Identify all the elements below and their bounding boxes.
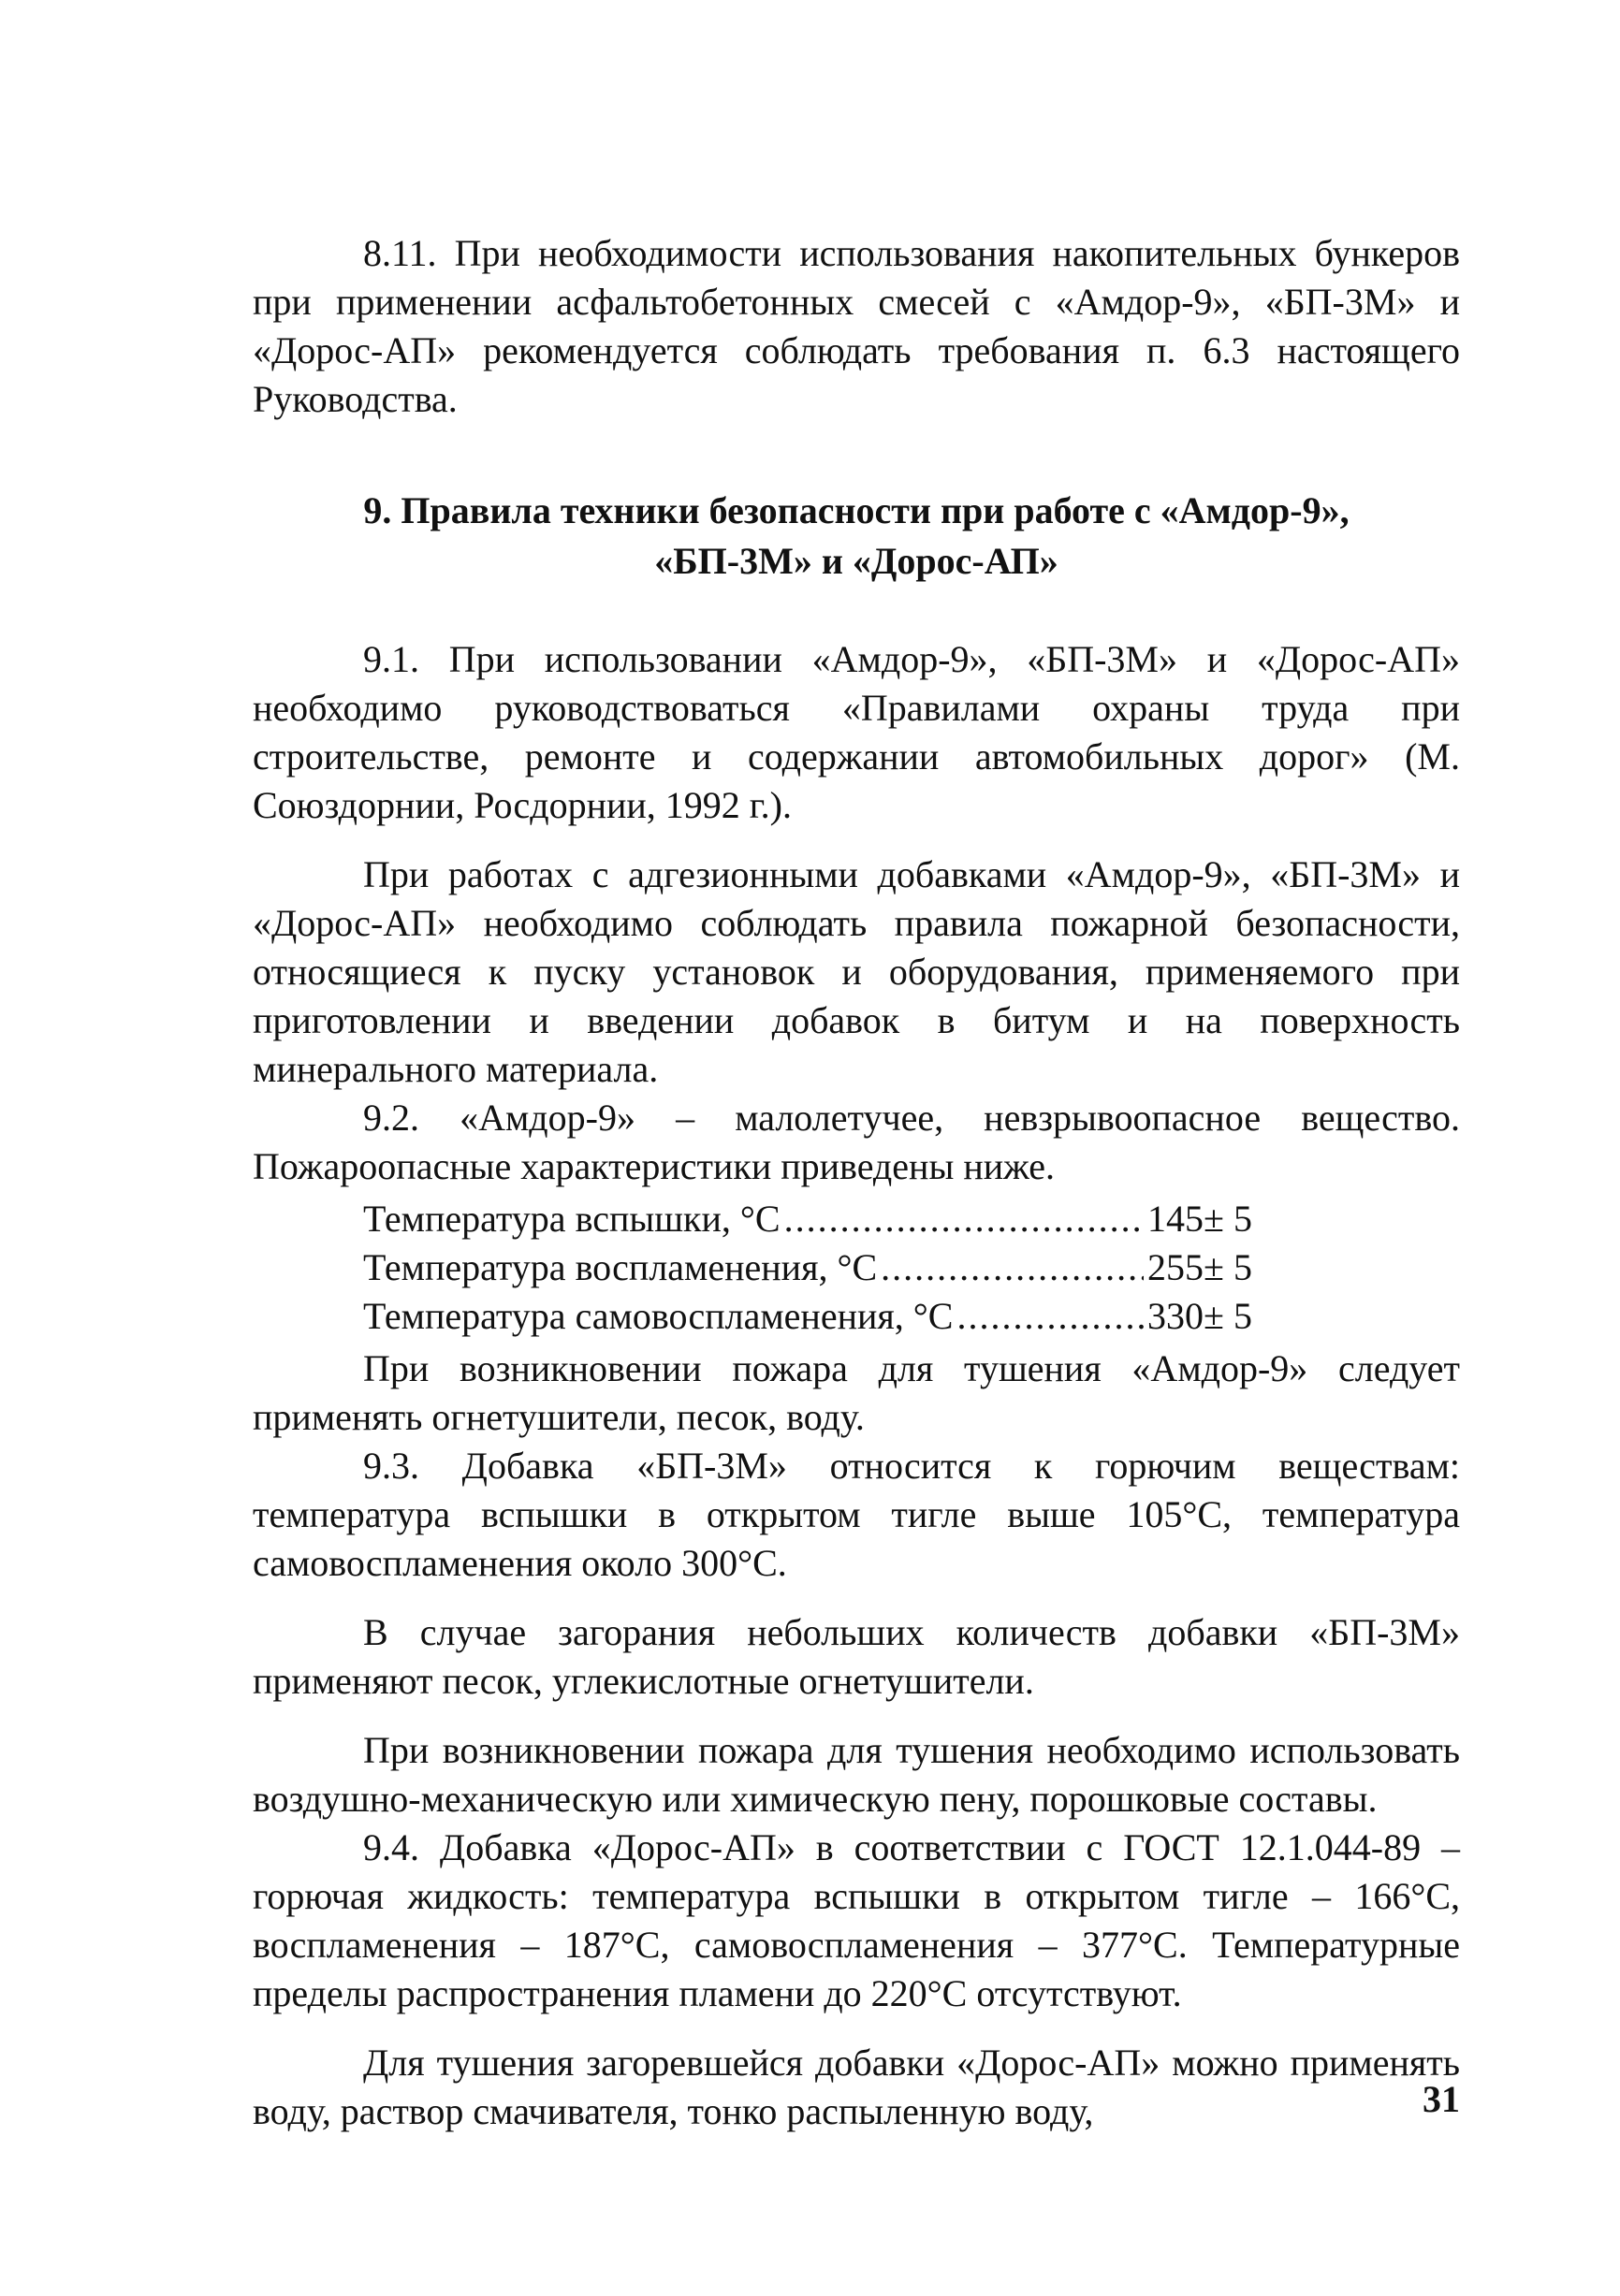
page-body	[253, 229, 1460, 2136]
page-number: 31	[1423, 2078, 1460, 2120]
section-heading	[253, 486, 1460, 587]
property-name: Температура воспламенения, °С	[363, 1246, 878, 1288]
fire-properties-list	[363, 1195, 1460, 1341]
dot-leader	[784, 1195, 1144, 1243]
property-value: 330± 5	[1147, 1295, 1252, 1337]
property-row	[363, 1243, 1252, 1292]
paragraph-9-2: 9.2. «Амдор-9» – малолетучее, невзрывоопасное вещество. Пожароопасные характеристики приведены ниже.	[253, 1097, 1460, 1187]
property-row	[363, 1292, 1252, 1341]
heading-line-1: 9. Правила техники безопасности при работе с «Амдор-9»,	[363, 489, 1350, 531]
paragraph-9-1: 9.1. При использовании «Амдор-9», «БП-3М» и «Дорос-АП» необходимо руководствоваться «Правилами охраны труда при строительстве, ремонте и содержании автомобильных дорог» (М. Союздорнии, Росдорнии, 1992 г.).	[253, 638, 1460, 826]
dot-leader	[881, 1243, 1144, 1292]
paragraph-8-11: 8.11. При необходимости использования накопительных бункеров при применении асфальтобетонных смесей с «Амдор-9», «БП-3М» и «Дорос-АП» рекомендуется соблюдать требования п. 6.3 настоящего Руководства.	[253, 232, 1460, 420]
paragraph-9-4: 9.4. Добавка «Дорос-АП» в соответствии с ГОСТ 12.1.044-89 – горючая жидкость: температура вспышки в открытом тигле – 166°С, воспламенения – 187°С, самовоспламенения – 377°С. Температурные пределы распространения пламени до 220°С отсутствуют.	[253, 1826, 1460, 2014]
property-value: 145± 5	[1147, 1198, 1252, 1240]
paragraph-9-3-c: При возникновении пожара для тушения необходимо использовать воздушно-механическую или химическую пену, порошковые составы.	[253, 1729, 1460, 1820]
property-name: Температура вспышки, °С	[363, 1198, 781, 1240]
property-value: 255± 5	[1147, 1246, 1252, 1288]
paragraph-9-2-b: При возникновении пожара для тушения «Амдор-9» следует применять огнетушители, песок, воду.	[253, 1347, 1460, 1438]
heading-line-2: «БП-3М» и «Дорос-АП»	[654, 540, 1058, 582]
paragraph-9-3-b: В случае загорания небольших количеств добавки «БП-3М» применяют песок, углекислотные огнетушители.	[253, 1611, 1460, 1702]
paragraph-9-4-b: Для тушения загоревшейся добавки «Дорос-АП» можно применять воду, раствор смачивателя, тонко распыленную воду,	[253, 2042, 1460, 2132]
paragraph-9-3: 9.3. Добавка «БП-3М» относится к горючим веществам: температура вспышки в открытом тигле выше 105°С, температура самовоспламенения около 300°С.	[253, 1445, 1460, 1584]
dot-leader	[956, 1292, 1144, 1341]
paragraph-9-1-b: При работах с адгезионными добавками «Амдор-9», «БП-3М» и «Дорос-АП» необходимо соблюдать правила пожарной безопасности, относящиеся к пуску установок и оборудования, применяемого при приготовлении и введении добавок в битум и на поверхность минерального материала.	[253, 853, 1460, 1090]
property-row	[363, 1195, 1252, 1243]
property-name: Температура самовоспламенения, °С	[363, 1295, 954, 1337]
